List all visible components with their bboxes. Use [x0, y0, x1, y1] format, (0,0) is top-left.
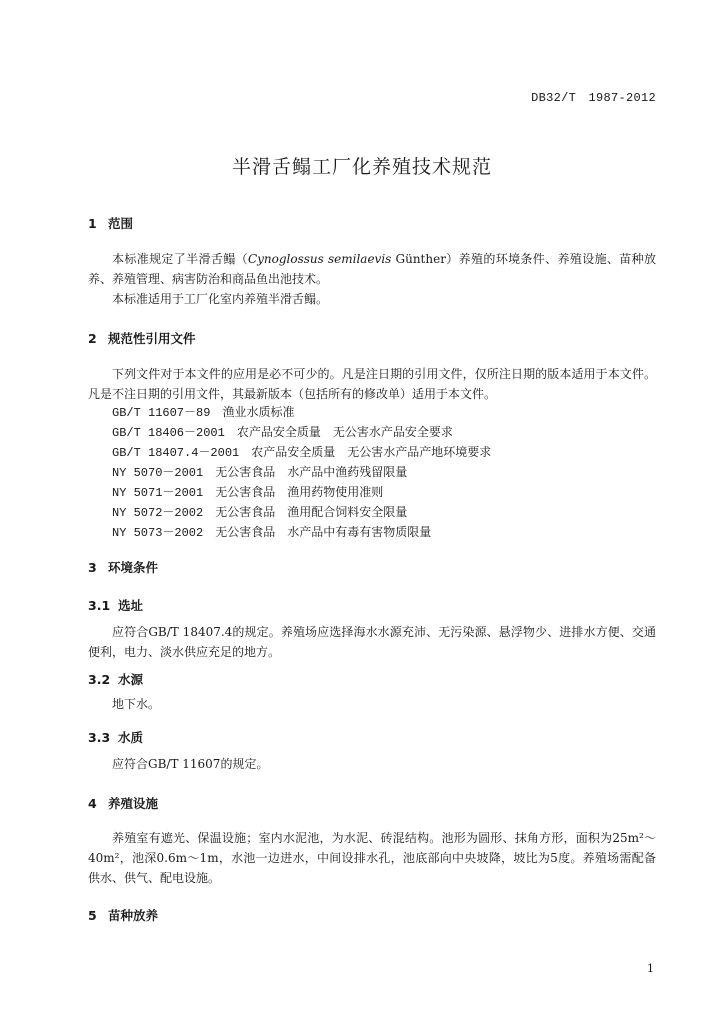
- reference-code: GB/T 18407.4－2001: [112, 446, 240, 460]
- section-title: 环境条件: [108, 560, 159, 575]
- section-title: 选址: [118, 598, 144, 613]
- reference-item: [112, 482, 383, 503]
- species-latin-name: Cynoglossus semilaevis: [247, 252, 392, 266]
- reference-name: 无公害食品 渔用药物使用准则: [215, 485, 384, 499]
- document-title: 半滑舌鳎工厂化养殖技术规范: [231, 156, 492, 178]
- reference-item: [112, 422, 453, 443]
- section-4-heading: [88, 794, 158, 812]
- section-number: 1: [88, 216, 97, 231]
- section-1-heading: [88, 214, 133, 232]
- reference-name: 无公害食品 渔用配合饲料安全限量: [215, 505, 408, 519]
- reference-name: 无公害食品 水产品中渔药残留限量: [215, 465, 408, 479]
- site-selection-paragraph: 应符合GB/T 18407.4的规定。养殖场应选择海水水源充沛、无污染源、悬浮物少、进排水方便、交通便利，电力、淡水供应充足的地方。: [88, 625, 656, 659]
- reference-item: [112, 522, 431, 543]
- reference-code: NY 5070－2001: [112, 466, 204, 480]
- section-title: 苗种放养: [108, 908, 159, 923]
- water-source-paragraph: 地下水。: [112, 697, 161, 711]
- section-5-heading: [88, 906, 158, 924]
- section-number: 5: [88, 908, 97, 923]
- section-number: 3.1: [88, 598, 111, 613]
- section-number: 3.3: [88, 730, 111, 745]
- scope-paragraph: [88, 249, 656, 289]
- section-title: 水质: [118, 730, 144, 745]
- reference-item: [112, 402, 294, 423]
- section-3-2-heading: [88, 670, 143, 688]
- reference-code: NY 5072－2002: [112, 506, 204, 520]
- section-number: 2: [88, 331, 97, 346]
- reference-item: [112, 462, 407, 483]
- section-title: 范围: [108, 216, 134, 231]
- section-3-3-heading: [88, 728, 143, 746]
- scope-text-b: Günther）养殖的环境条件、养殖设施、苗种放养、养殖管理、病害防治和商品鱼出池技术。: [88, 252, 656, 286]
- reference-code: GB/T 18406－2001: [112, 426, 225, 440]
- section-title: 养殖设施: [108, 796, 159, 811]
- reference-name: 农产品安全质量 无公害水产品产地环境要求: [251, 445, 492, 459]
- reference-code: NY 5071－2001: [112, 486, 204, 500]
- reference-item: [112, 442, 491, 463]
- reference-name: 渔业水质标准: [222, 405, 295, 419]
- section-3-1-heading: [88, 596, 143, 614]
- facilities-paragraph: 养殖室有遮光、保温设施；室内水泥池，为水泥、砖混结构。池形为圆形、抹角方形，面积为25m²～40m²，池深0.6m～1m，水池一边进水，中间设排水孔，池底部向中央坡降，坡比为5度。养殖场需配备供水、供气、配电设施。: [88, 831, 656, 885]
- reference-name: 农产品安全质量 无公害水产品安全要求: [236, 425, 453, 439]
- section-number: 4: [88, 796, 97, 811]
- section-number: 3.2: [88, 672, 111, 687]
- reference-item: [112, 502, 407, 523]
- reference-code: NY 5073－2002: [112, 526, 204, 540]
- reference-name: 无公害食品 水产品中有毒有害物质限量: [215, 525, 432, 539]
- references-intro: 下列文件对于本文件的应用是必不可少的。凡是注日期的引用文件，仅所注日期的版本适用于本文件。凡是不注日期的引用文件，其最新版本（包括所有的修改单）适用于本文件。: [88, 367, 656, 401]
- scope-text-a: 本标准规定了半滑舌鳎（: [112, 252, 248, 266]
- page-number: 1: [647, 962, 654, 975]
- section-number: 3: [88, 560, 97, 575]
- section-2-heading: [88, 329, 196, 347]
- standard-code: DB32/T 1987-2012: [531, 91, 656, 105]
- applicability-paragraph: 本标准适用于工厂化室内养殖半滑舌鳎。: [112, 292, 329, 306]
- reference-code: GB/T 11607－89: [112, 406, 211, 420]
- section-title: 水源: [118, 672, 144, 687]
- water-quality-paragraph: 应符合GB/T 11607的规定。: [112, 757, 269, 771]
- section-title: 规范性引用文件: [108, 331, 196, 346]
- section-3-heading: [88, 558, 158, 576]
